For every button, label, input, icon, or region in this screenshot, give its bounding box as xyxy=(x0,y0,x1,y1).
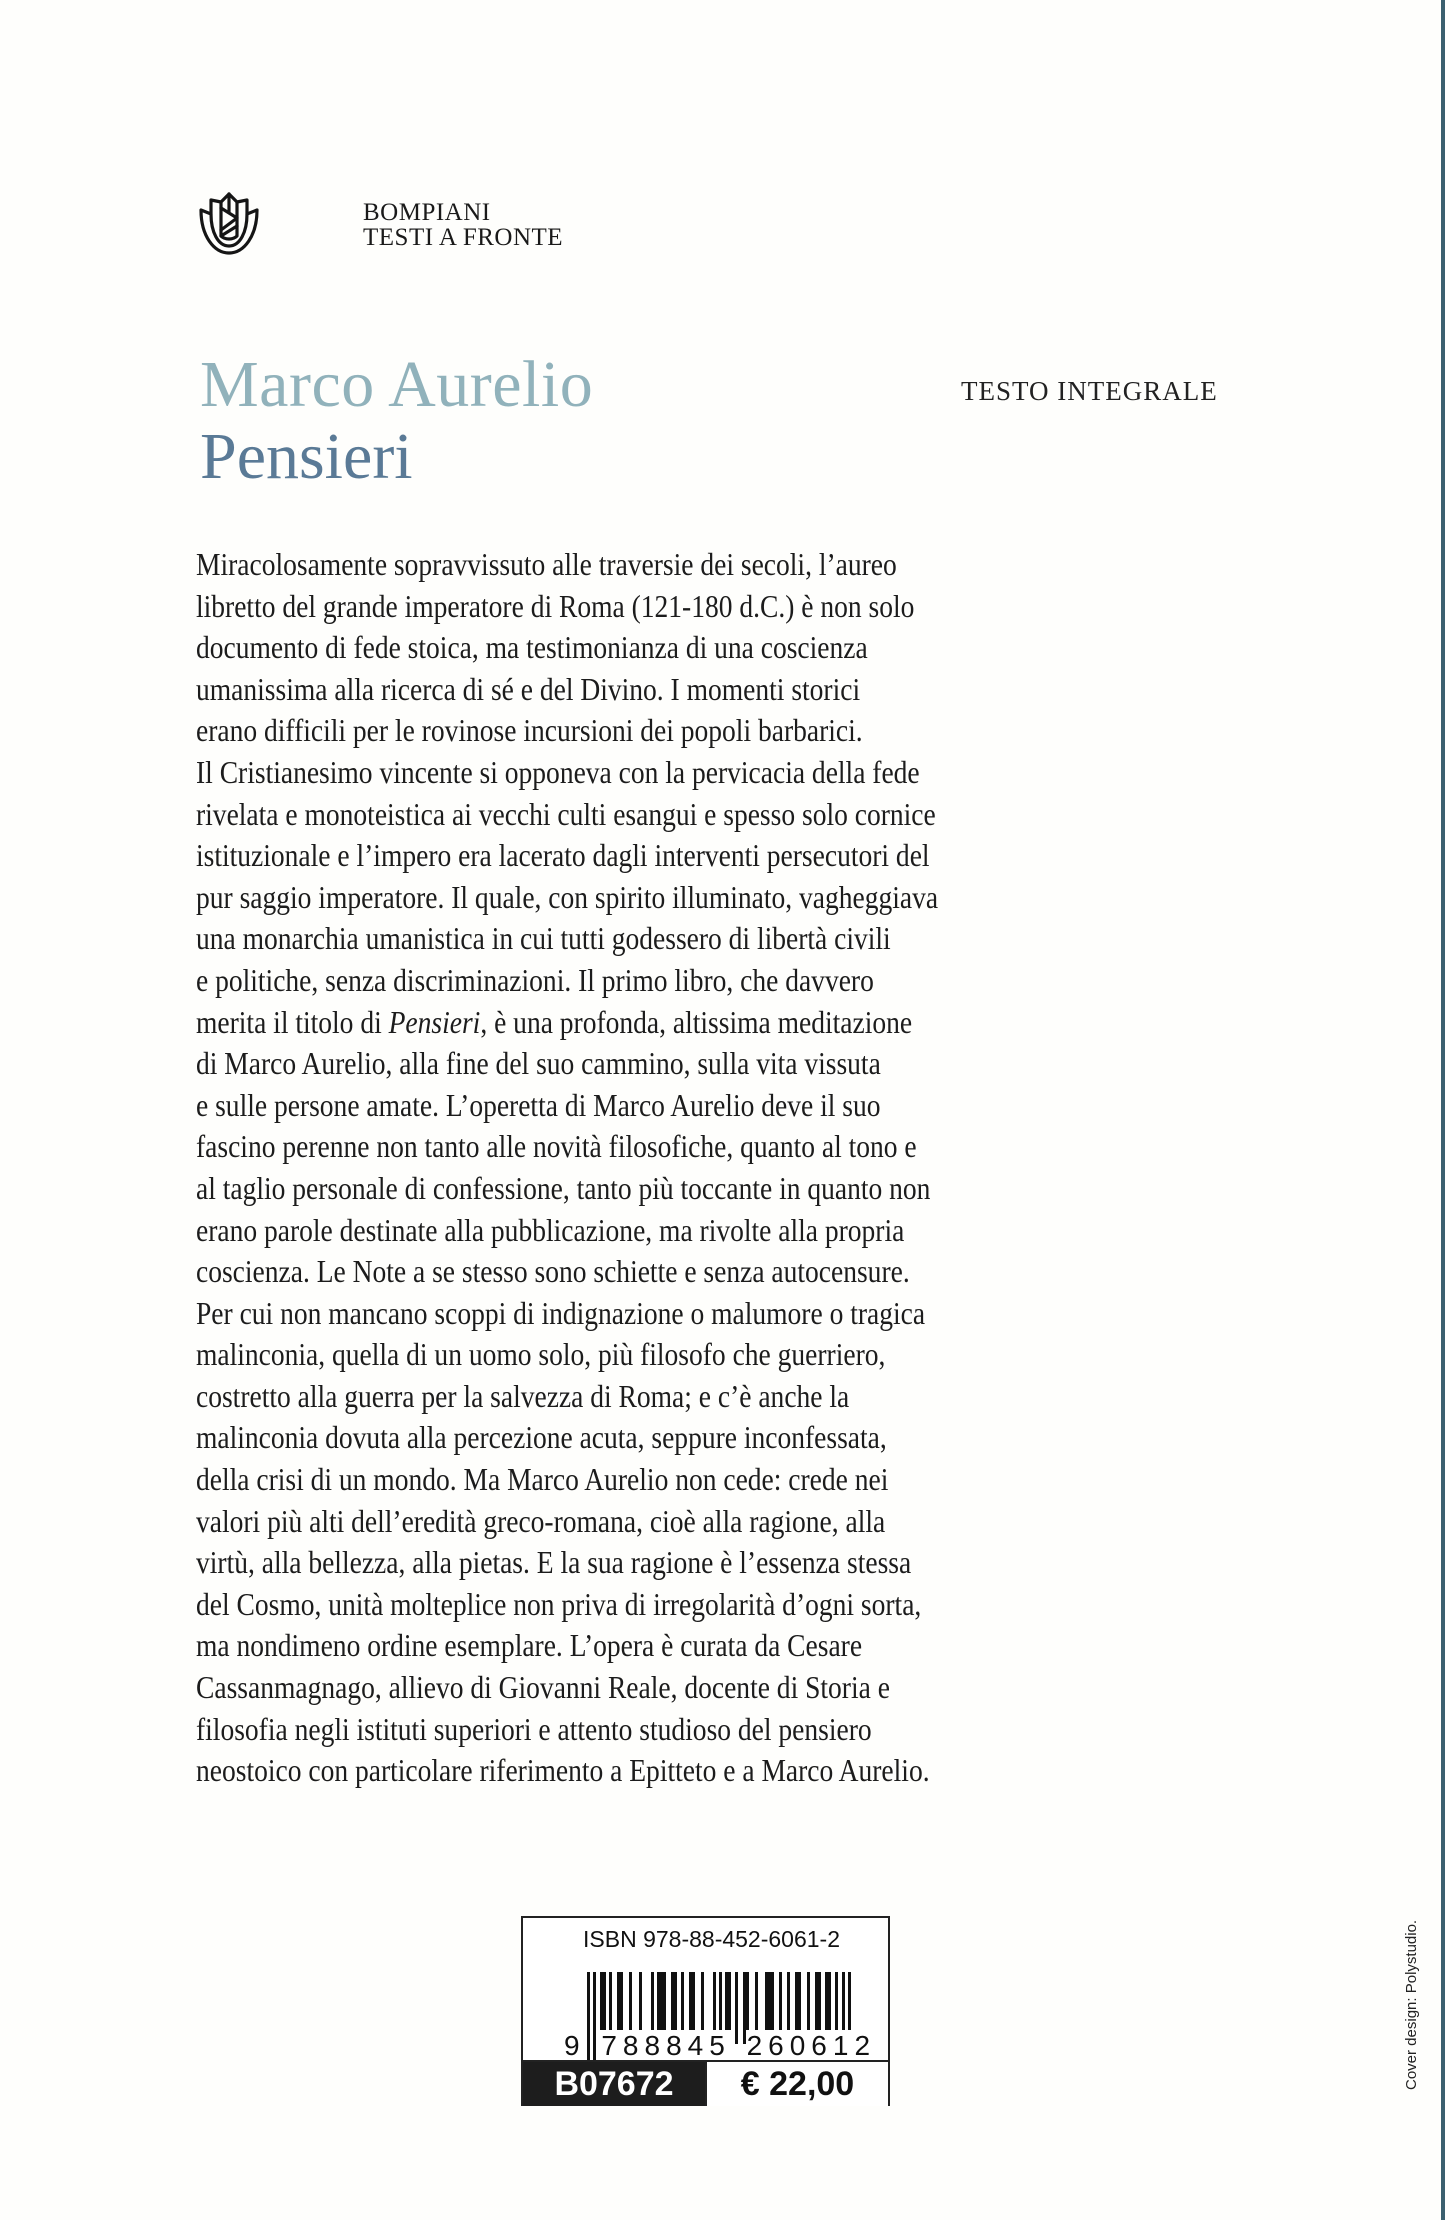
author-name: Marco Aurelio xyxy=(200,348,594,421)
blurb-line: istituzionale e l’impero era lacerato dagli interventi persecutori del xyxy=(196,837,930,874)
ean-left-group: 788845 xyxy=(601,2030,731,2061)
blurb-line: malinconia dovuta alla percezione acuta, seppure inconfessata, xyxy=(196,1419,887,1456)
series-title: TESTI A FRONTE xyxy=(363,224,564,251)
blurb-line: virtù, alla bellezza, alla pietas. E la sua ragione è l’essenza stessa xyxy=(196,1544,912,1581)
isbn-text: ISBN 978-88-452-6061-2 xyxy=(583,1926,840,1952)
blurb-line: di Marco Aurelio, alla fine del suo cammino, sulla vita vissuta xyxy=(196,1045,881,1082)
ean-first-digit: 9 xyxy=(564,2030,586,2061)
blurb-line: Il Cristianesimo vincente si opponeva con la pervicacia della fede xyxy=(196,753,920,790)
ean-right-group: 260612 xyxy=(746,2030,877,2061)
blurb-line-end: , è una profonda, altissima meditazione xyxy=(480,1003,913,1040)
blurb-line: e politiche, senza discriminazioni. Il primo libro, che davvero xyxy=(196,961,874,998)
blurb-line-start: merita il titolo di xyxy=(196,1003,389,1040)
blurb-line: del Cosmo, unità molteplice non priva di irregolarità d’ogni sorta, xyxy=(196,1585,922,1622)
blurb-line: erano parole destinate alla pubblicazione, ma rivolte alla propria xyxy=(196,1211,905,1248)
tulip-book-icon xyxy=(198,190,260,256)
blurb-line: libretto del grande imperatore di Roma (121-180 d.C.) è non solo xyxy=(196,587,915,624)
blurb-line: della crisi di un mondo. Ma Marco Aurelio non cede: crede nei xyxy=(196,1461,889,1498)
ean-digits xyxy=(563,2030,877,2062)
isbn-barcode-label xyxy=(521,1916,890,2106)
book-title: Pensieri xyxy=(200,420,413,493)
blurb-line: costretto alla guerra per la salvezza di Roma; e c’è anche la xyxy=(196,1377,850,1414)
blurb-line: malinconia, quella di un uomo solo, più filosofo che guerriero, xyxy=(196,1336,886,1373)
blurb-line: ma nondimeno ordine esemplare. L’opera è curata da Cesare xyxy=(196,1627,863,1664)
blurb-line: erano difficili per le rovinose incursioni dei popoli barbarici. xyxy=(196,712,863,749)
blurb-line: rivelata e monoteistica ai vecchi culti esangui e spesso solo cornice xyxy=(196,795,936,832)
blurb-line: e sulle persone amate. L’operetta di Marco Aurelio deve il suo xyxy=(196,1086,881,1123)
blurb-line: valori più alti dell’eredità greco-romana, cioè alla ragione, alla xyxy=(196,1502,886,1539)
blurb-line: al taglio personale di confessione, tanto più toccante in quanto non xyxy=(196,1169,931,1206)
blurb-line: Miracolosamente sopravvissuto alle traversie dei secoli, l’aureo xyxy=(196,546,897,582)
blurb-line: Cassanmagnago, allievo di Giovanni Reale, docente di Storia e xyxy=(196,1669,890,1706)
blurb-line: pur saggio imperatore. Il quale, con spirito illuminato, vagheggiava xyxy=(196,878,939,915)
blurb-line: neostoico con particolare riferimento a Epitteto e a Marco Aurelio. xyxy=(196,1752,930,1789)
blurb-line: fascino perenne non tanto alle novità filosofiche, quanto al tono e xyxy=(196,1128,917,1165)
blurb-line: una monarchia umanistica in cui tutti godessero di libertà civili xyxy=(196,920,891,957)
blurb-line-with-italic xyxy=(196,1002,1125,1044)
spine-edge-strip xyxy=(1441,0,1445,2220)
publisher-name: BOMPIANI xyxy=(363,199,491,226)
code-price-row xyxy=(523,2060,888,2106)
blurb-line: documento di fede stoica, ma testimonianza di una coscienza xyxy=(196,629,868,666)
blurb-line: Per cui non mancano scoppi di indignazione o malumore o tragica xyxy=(196,1294,926,1331)
blurb-line: umanissima alla ricerca di sé e del Divino. I momenti storici xyxy=(196,670,861,707)
italic-title: Pensieri xyxy=(388,1003,481,1040)
product-code: B07672 xyxy=(523,2062,705,2106)
blurb-line: filosofia negli istituti superiori e attento studioso del pensiero xyxy=(196,1710,872,1747)
series-name xyxy=(363,200,563,250)
edition-note: TESTO INTEGRALE xyxy=(961,376,1218,406)
price: € 22,00 xyxy=(705,2062,888,2106)
blurb-line: coscienza. Le Note a se stesso sono schiette e senza autocensure. xyxy=(196,1253,910,1290)
cover-design-credit: Cover design: Polystudio. xyxy=(1403,1919,1420,2090)
back-cover-blurb xyxy=(196,544,1125,1792)
